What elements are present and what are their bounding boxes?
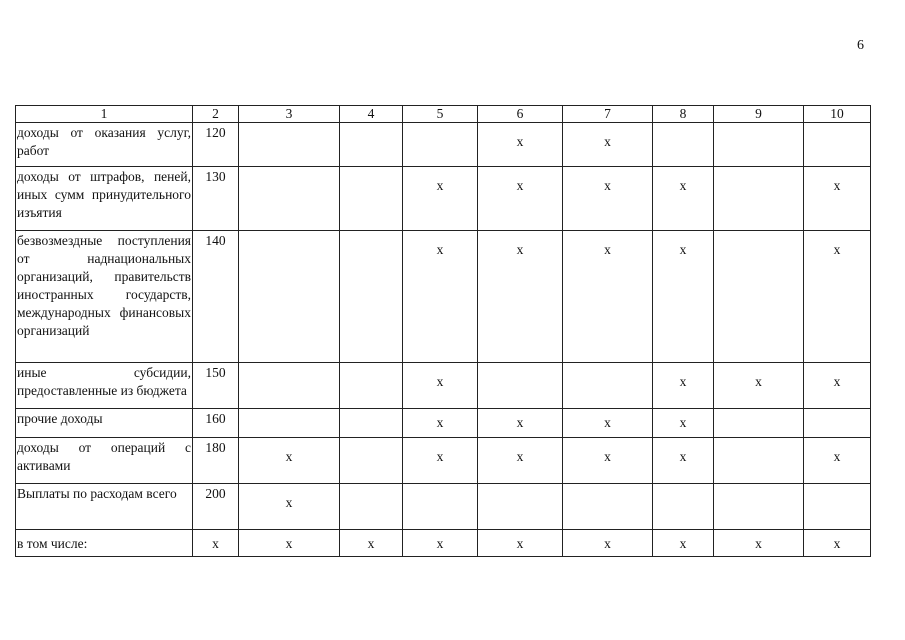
column-header-9: 9 (714, 106, 804, 123)
mark-cell-col-8: x (653, 167, 714, 231)
mark-cell-col-10: x (804, 231, 871, 363)
mark-cell-col-6: x (478, 167, 563, 231)
mark-cell-col-7: x (563, 438, 653, 484)
mark-cell-col-7: x (563, 167, 653, 231)
mark-cell-col-6: x (478, 123, 563, 167)
table-row (16, 438, 871, 484)
mark-cell-col-7: x (563, 231, 653, 363)
row-name-cell: безвозмездные поступления от наднациональных организаций, правительств иностранных государств, международных финансовых организаций (16, 231, 193, 363)
mark-cell-col-5 (403, 484, 478, 530)
mark-cell-col-10: x (804, 363, 871, 409)
row-code-cell: 150 (193, 363, 239, 409)
column-header-1: 1 (16, 106, 193, 123)
mark-cell-col-8: x (653, 530, 714, 557)
mark-cell-col-8: x (653, 231, 714, 363)
mark-cell-col-10: x (804, 530, 871, 557)
row-name-cell: иные субсидии, предоставленные из бюджета (16, 363, 193, 409)
mark-cell-col-9 (714, 123, 804, 167)
mark-cell-col-7 (563, 484, 653, 530)
mark-cell-col-5: x (403, 530, 478, 557)
mark-cell-col-3 (239, 363, 340, 409)
column-header-3: 3 (239, 106, 340, 123)
row-name-cell: доходы от оказания услуг, работ (16, 123, 193, 167)
mark-cell-col-4 (340, 231, 403, 363)
mark-cell-col-5: x (403, 167, 478, 231)
row-code-cell: 130 (193, 167, 239, 231)
table-row (16, 231, 871, 363)
row-name-cell: Выплаты по расходам всего (16, 484, 193, 530)
table-row (16, 167, 871, 231)
column-header-8: 8 (653, 106, 714, 123)
mark-cell-col-3 (239, 231, 340, 363)
mark-cell-col-6 (478, 363, 563, 409)
mark-cell-col-9: x (714, 530, 804, 557)
mark-cell-col-10 (804, 409, 871, 438)
mark-cell-col-10: x (804, 167, 871, 231)
mark-cell-col-9 (714, 409, 804, 438)
column-header-6: 6 (478, 106, 563, 123)
mark-cell-col-3: x (239, 484, 340, 530)
table-row (16, 409, 871, 438)
mark-cell-col-5: x (403, 363, 478, 409)
column-header-10: 10 (804, 106, 871, 123)
column-header-2: 2 (193, 106, 239, 123)
mark-cell-col-3: x (239, 530, 340, 557)
row-name-cell: доходы от штрафов, пеней, иных сумм принудительного изъятия (16, 167, 193, 231)
mark-cell-col-9 (714, 438, 804, 484)
mark-cell-col-4 (340, 123, 403, 167)
row-code-cell: 120 (193, 123, 239, 167)
mark-cell-col-3 (239, 167, 340, 231)
row-code-cell: 180 (193, 438, 239, 484)
mark-cell-col-8: x (653, 363, 714, 409)
mark-cell-col-5: x (403, 231, 478, 363)
mark-cell-col-4 (340, 409, 403, 438)
mark-cell-col-8: x (653, 438, 714, 484)
mark-cell-col-3 (239, 123, 340, 167)
table-row (16, 363, 871, 409)
mark-cell-col-7: x (563, 409, 653, 438)
mark-cell-col-5: x (403, 438, 478, 484)
mark-cell-col-10: x (804, 438, 871, 484)
mark-cell-col-8 (653, 484, 714, 530)
row-name-cell: в том числе: (16, 530, 193, 557)
row-code-cell: 140 (193, 231, 239, 363)
row-name-cell: доходы от операций с активами (16, 438, 193, 484)
mark-cell-col-8 (653, 123, 714, 167)
mark-cell-col-4: x (340, 530, 403, 557)
mark-cell-col-6: x (478, 231, 563, 363)
table-body (16, 123, 871, 557)
mark-cell-col-3 (239, 409, 340, 438)
column-header-7: 7 (563, 106, 653, 123)
mark-cell-col-9 (714, 231, 804, 363)
page-number: 6 (857, 38, 864, 53)
mark-cell-col-9 (714, 167, 804, 231)
mark-cell-col-9: x (714, 363, 804, 409)
mark-cell-col-6: x (478, 409, 563, 438)
table-row (16, 530, 871, 557)
mark-cell-col-5: x (403, 409, 478, 438)
row-code-cell: x (193, 530, 239, 557)
mark-cell-col-6 (478, 484, 563, 530)
financial-plan-table (15, 105, 871, 557)
mark-cell-col-6: x (478, 438, 563, 484)
row-code-cell: 200 (193, 484, 239, 530)
mark-cell-col-4 (340, 484, 403, 530)
mark-cell-col-10 (804, 484, 871, 530)
mark-cell-col-5 (403, 123, 478, 167)
mark-cell-col-7 (563, 363, 653, 409)
mark-cell-col-7: x (563, 530, 653, 557)
mark-cell-col-8: x (653, 409, 714, 438)
table-header-row (16, 106, 871, 123)
mark-cell-col-7: x (563, 123, 653, 167)
table-row (16, 123, 871, 167)
mark-cell-col-4 (340, 363, 403, 409)
mark-cell-col-6: x (478, 530, 563, 557)
mark-cell-col-4 (340, 167, 403, 231)
mark-cell-col-10 (804, 123, 871, 167)
table-row (16, 484, 871, 530)
mark-cell-col-9 (714, 484, 804, 530)
row-name-cell: прочие доходы (16, 409, 193, 438)
column-header-4: 4 (340, 106, 403, 123)
mark-cell-col-3: x (239, 438, 340, 484)
column-header-5: 5 (403, 106, 478, 123)
mark-cell-col-4 (340, 438, 403, 484)
row-code-cell: 160 (193, 409, 239, 438)
